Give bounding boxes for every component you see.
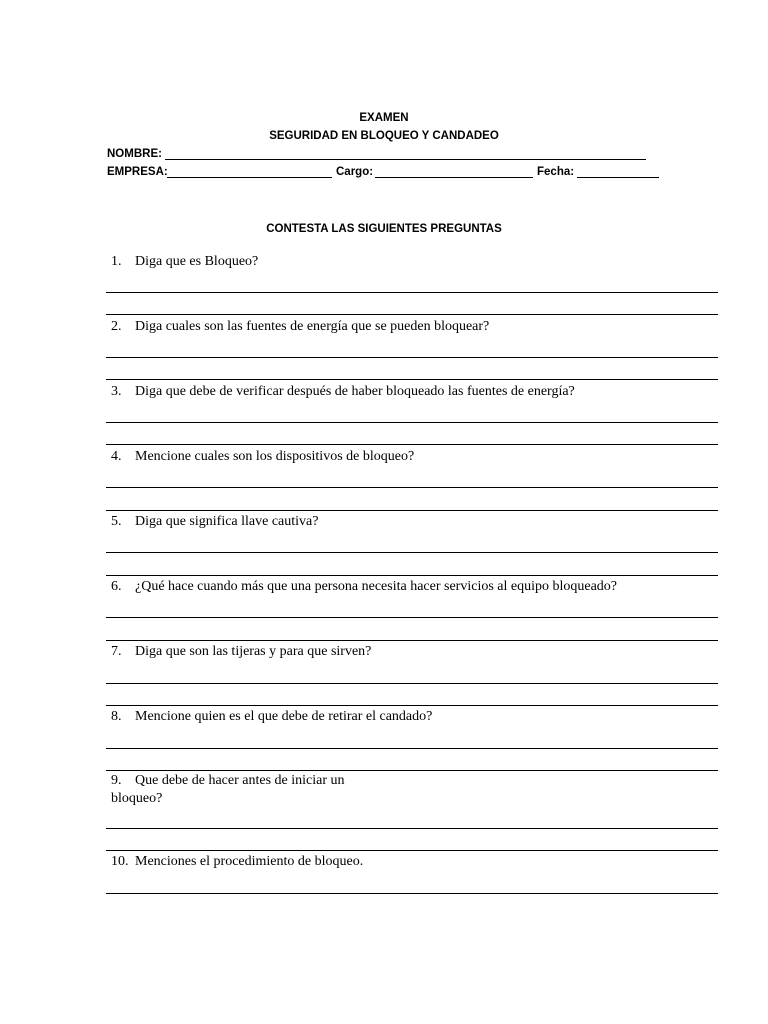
answer-line[interactable] [106,893,718,894]
question-text: Diga cuales son las fuentes de energía que se pueden bloquear? [135,319,490,334]
answer-line[interactable] [106,379,718,380]
answer-line[interactable] [106,487,718,488]
question-text: Menciones el procedimiento de bloqueo. [135,854,364,869]
question-9 [111,772,345,790]
empresa-label: EMPRESA: [107,166,168,178]
answer-line[interactable] [106,314,718,315]
answer-line[interactable] [106,705,718,706]
question-number: 1. [111,254,122,269]
question-text: Mencione quien es el que debe de retirar el candado? [135,709,433,724]
answer-line[interactable] [106,575,718,576]
answer-line[interactable] [106,292,718,293]
exam-title: EXAMEN [359,112,409,124]
question-text: Que debe de hacer antes de iniciar un [135,773,345,788]
question-text: Diga que debe de verificar después de haber bloqueado las fuentes de energía? [135,384,575,399]
question-5 [111,513,318,531]
question-7 [111,643,371,661]
fecha-label: Fecha: [537,166,575,178]
nombre-field[interactable] [165,159,646,160]
question-text: Diga que significa llave cautiva? [135,514,319,529]
cargo-field[interactable] [375,177,533,178]
question-6 [111,578,617,596]
answer-line[interactable] [106,748,718,749]
answer-line[interactable] [106,552,718,553]
answer-line[interactable] [106,617,718,618]
question-number: 2. [111,319,122,334]
answer-line[interactable] [106,444,718,445]
question-text: Diga que es Bloqueo? [135,254,259,269]
question-text: Mencione cuales son los dispositivos de bloqueo? [135,449,415,464]
question-number: 7. [111,644,122,659]
question-text: ¿Qué hace cuando más que una persona necesita hacer servicios al equipo bloqueado? [135,579,618,594]
question-number: 6. [111,579,122,594]
answer-line[interactable] [106,510,718,511]
question-number: 10. [111,854,129,869]
answer-line[interactable] [106,770,718,771]
answer-line[interactable] [106,828,718,829]
answer-line[interactable] [106,422,718,423]
question-number: 8. [111,709,122,724]
question-number: 4. [111,449,122,464]
question-number: 3. [111,384,122,399]
answer-line[interactable] [106,640,718,641]
question-3 [111,383,575,401]
question-10 [111,853,363,871]
cargo-label: Cargo: [336,166,374,178]
question-8 [111,708,432,726]
question-text: Diga que son las tijeras y para que sirven? [135,644,372,659]
question-number: 5. [111,514,122,529]
nombre-label: NOMBRE: [107,148,162,160]
answer-line[interactable] [106,683,718,684]
question-number: 9. [111,773,122,788]
exam-subtitle: SEGURIDAD EN BLOQUEO Y CANDADEO [269,130,499,142]
question-4 [111,448,414,466]
answer-line[interactable] [106,357,718,358]
question-2 [111,318,489,336]
question-9-continuation: bloqueo? [111,791,163,806]
question-1 [111,253,258,271]
empresa-field[interactable] [167,177,332,178]
answer-line[interactable] [106,850,718,851]
instructions-heading: CONTESTA LAS SIGUIENTES PREGUNTAS [266,223,502,235]
fecha-field[interactable] [577,177,659,178]
